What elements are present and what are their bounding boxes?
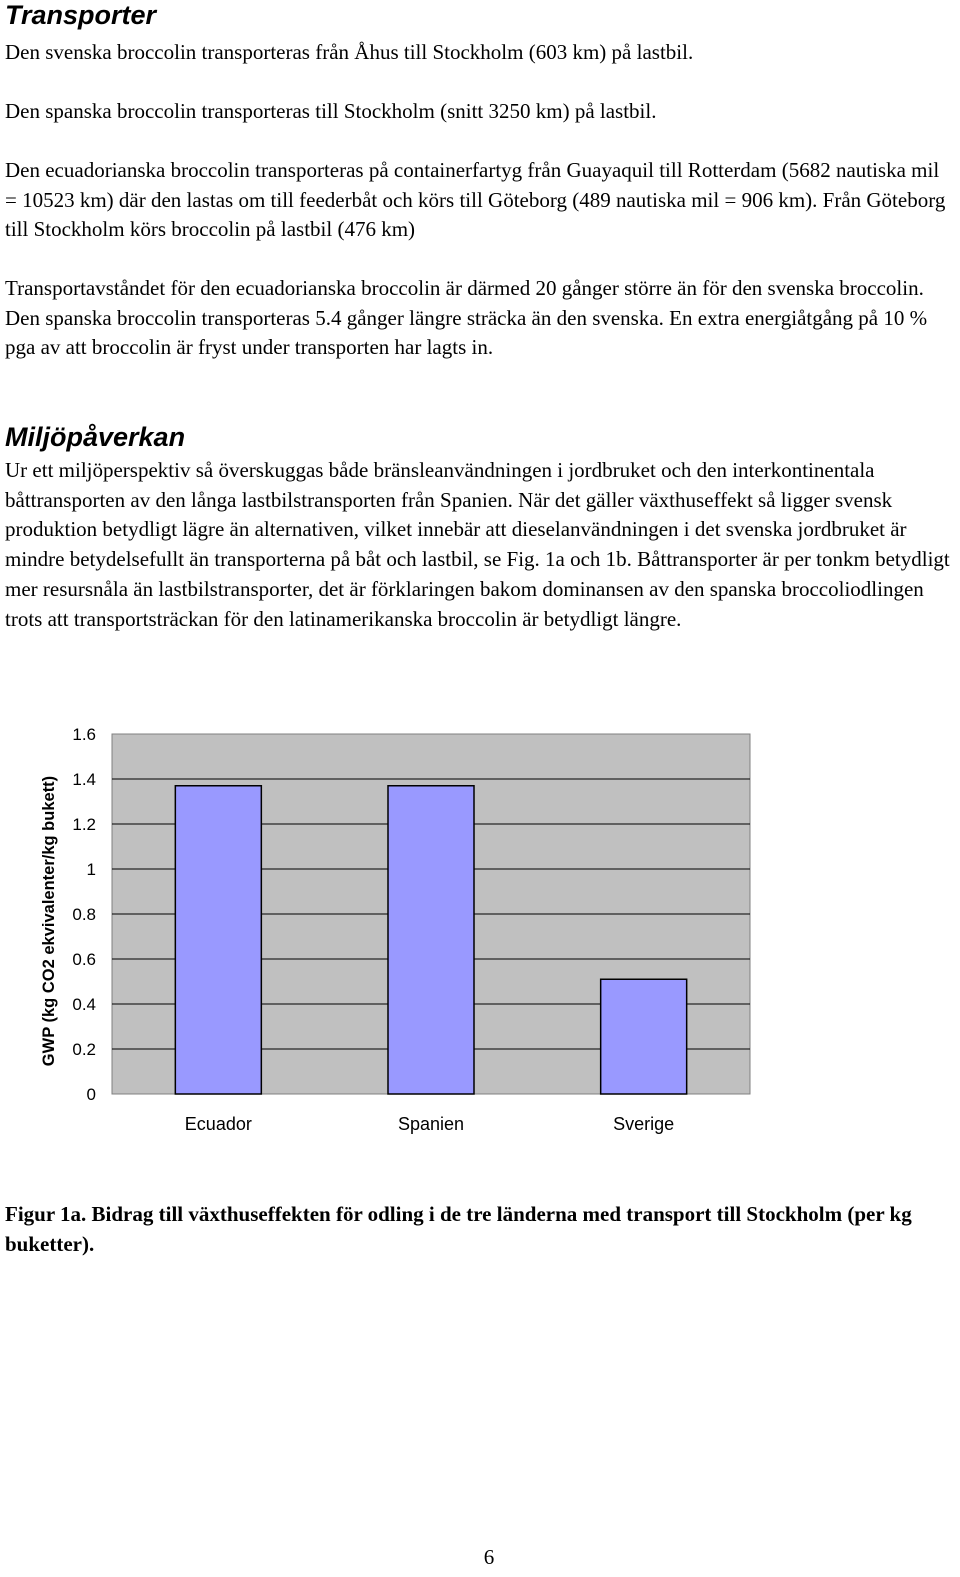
section-heading-environment: Miljöpåverkan — [5, 422, 186, 452]
section-heading-transport: Transporter — [5, 0, 157, 30]
y-tick-label: 0.8 — [72, 905, 96, 924]
category-label: Sverige — [613, 1114, 675, 1134]
paragraph-ecuador-transport: Den ecuadorianska broccolin transporteras på containerfartyg från Guayaquil till Rotterdam (5682 nautiska mil = 10523 km) där den lastas om till feederbåt och körs till Göteborg (489 nautiska mil = 906 km). Från Göteborg till Stockholm körs broccolin på lastbil (476 km) — [5, 158, 946, 242]
y-tick-label: 0 — [86, 1085, 96, 1104]
category-label: Spanien — [397, 1114, 465, 1134]
page-number: 6 — [483, 1545, 495, 1569]
paragraph-sweden-transport: Den svenska broccolin transporteras från Åhus till Stockholm (603 km) på lastbil. — [5, 40, 694, 64]
gwp-bar-chart — [0, 715, 960, 1155]
figure-caption: Figur 1a. Bidrag till växthuseffekten för odling i de tre länderna med transport till Stockholm (per kg buketter). — [5, 1202, 912, 1256]
y-tick-labels — [72, 725, 96, 1104]
y-tick-label: 1.6 — [72, 725, 96, 744]
y-axis-label: GWP (kg CO2 ekvivalenter/kg bukett) — [40, 775, 58, 1067]
y-tick-label: 0.4 — [72, 995, 96, 1014]
bar-sverige — [601, 979, 687, 1094]
bar-ecuador — [175, 786, 261, 1094]
y-tick-label: 1 — [86, 860, 96, 879]
paragraph-spain-transport: Den spanska broccolin transporteras till Stockholm (snitt 3250 km) på lastbil. — [5, 99, 657, 123]
y-tick-label: 0.6 — [72, 950, 96, 969]
bar-spanien — [388, 786, 474, 1094]
y-tick-label: 1.4 — [72, 770, 96, 789]
category-labels — [185, 1114, 674, 1134]
y-tick-label: 0.2 — [72, 1040, 96, 1059]
paragraph-transport-distance: Transportavståndet för den ecuadorianska broccolin är därmed 20 gånger större än för den svenska broccolin. Den spanska broccolin transporteras 5.4 gånger längre sträcka än den svenska. En extra energiåtgång på 10 % pga av att broccolin är fryst under transporten har lagts in. — [5, 276, 928, 360]
paragraph-environment: Ur ett miljöperspektiv så överskuggas både bränsleanvändningen i jordbruket och den interkontinentala båttransporten av den långa lastbilstransporten från Spanien. När det gäller växthuseffekt så ligger svensk produktion betydligt lägre än alternativen, vilket innebär att dieselanvändningen i det svenska jordbruket är mindre betydelsefullt än transporterna på båt och lastbil, se Fig. 1a och 1b. Båttransporter är per tonkm betydligt mer resursnåla än lastbilstransporter, det är förklaringen bakom dominansen av den spanska broccoliodlingen trots att transportsträckan för den latinamerikanska broccolin är betydligt längre. — [5, 458, 950, 631]
category-label: Ecuador — [184, 1114, 252, 1134]
y-tick-label: 1.2 — [72, 815, 96, 834]
